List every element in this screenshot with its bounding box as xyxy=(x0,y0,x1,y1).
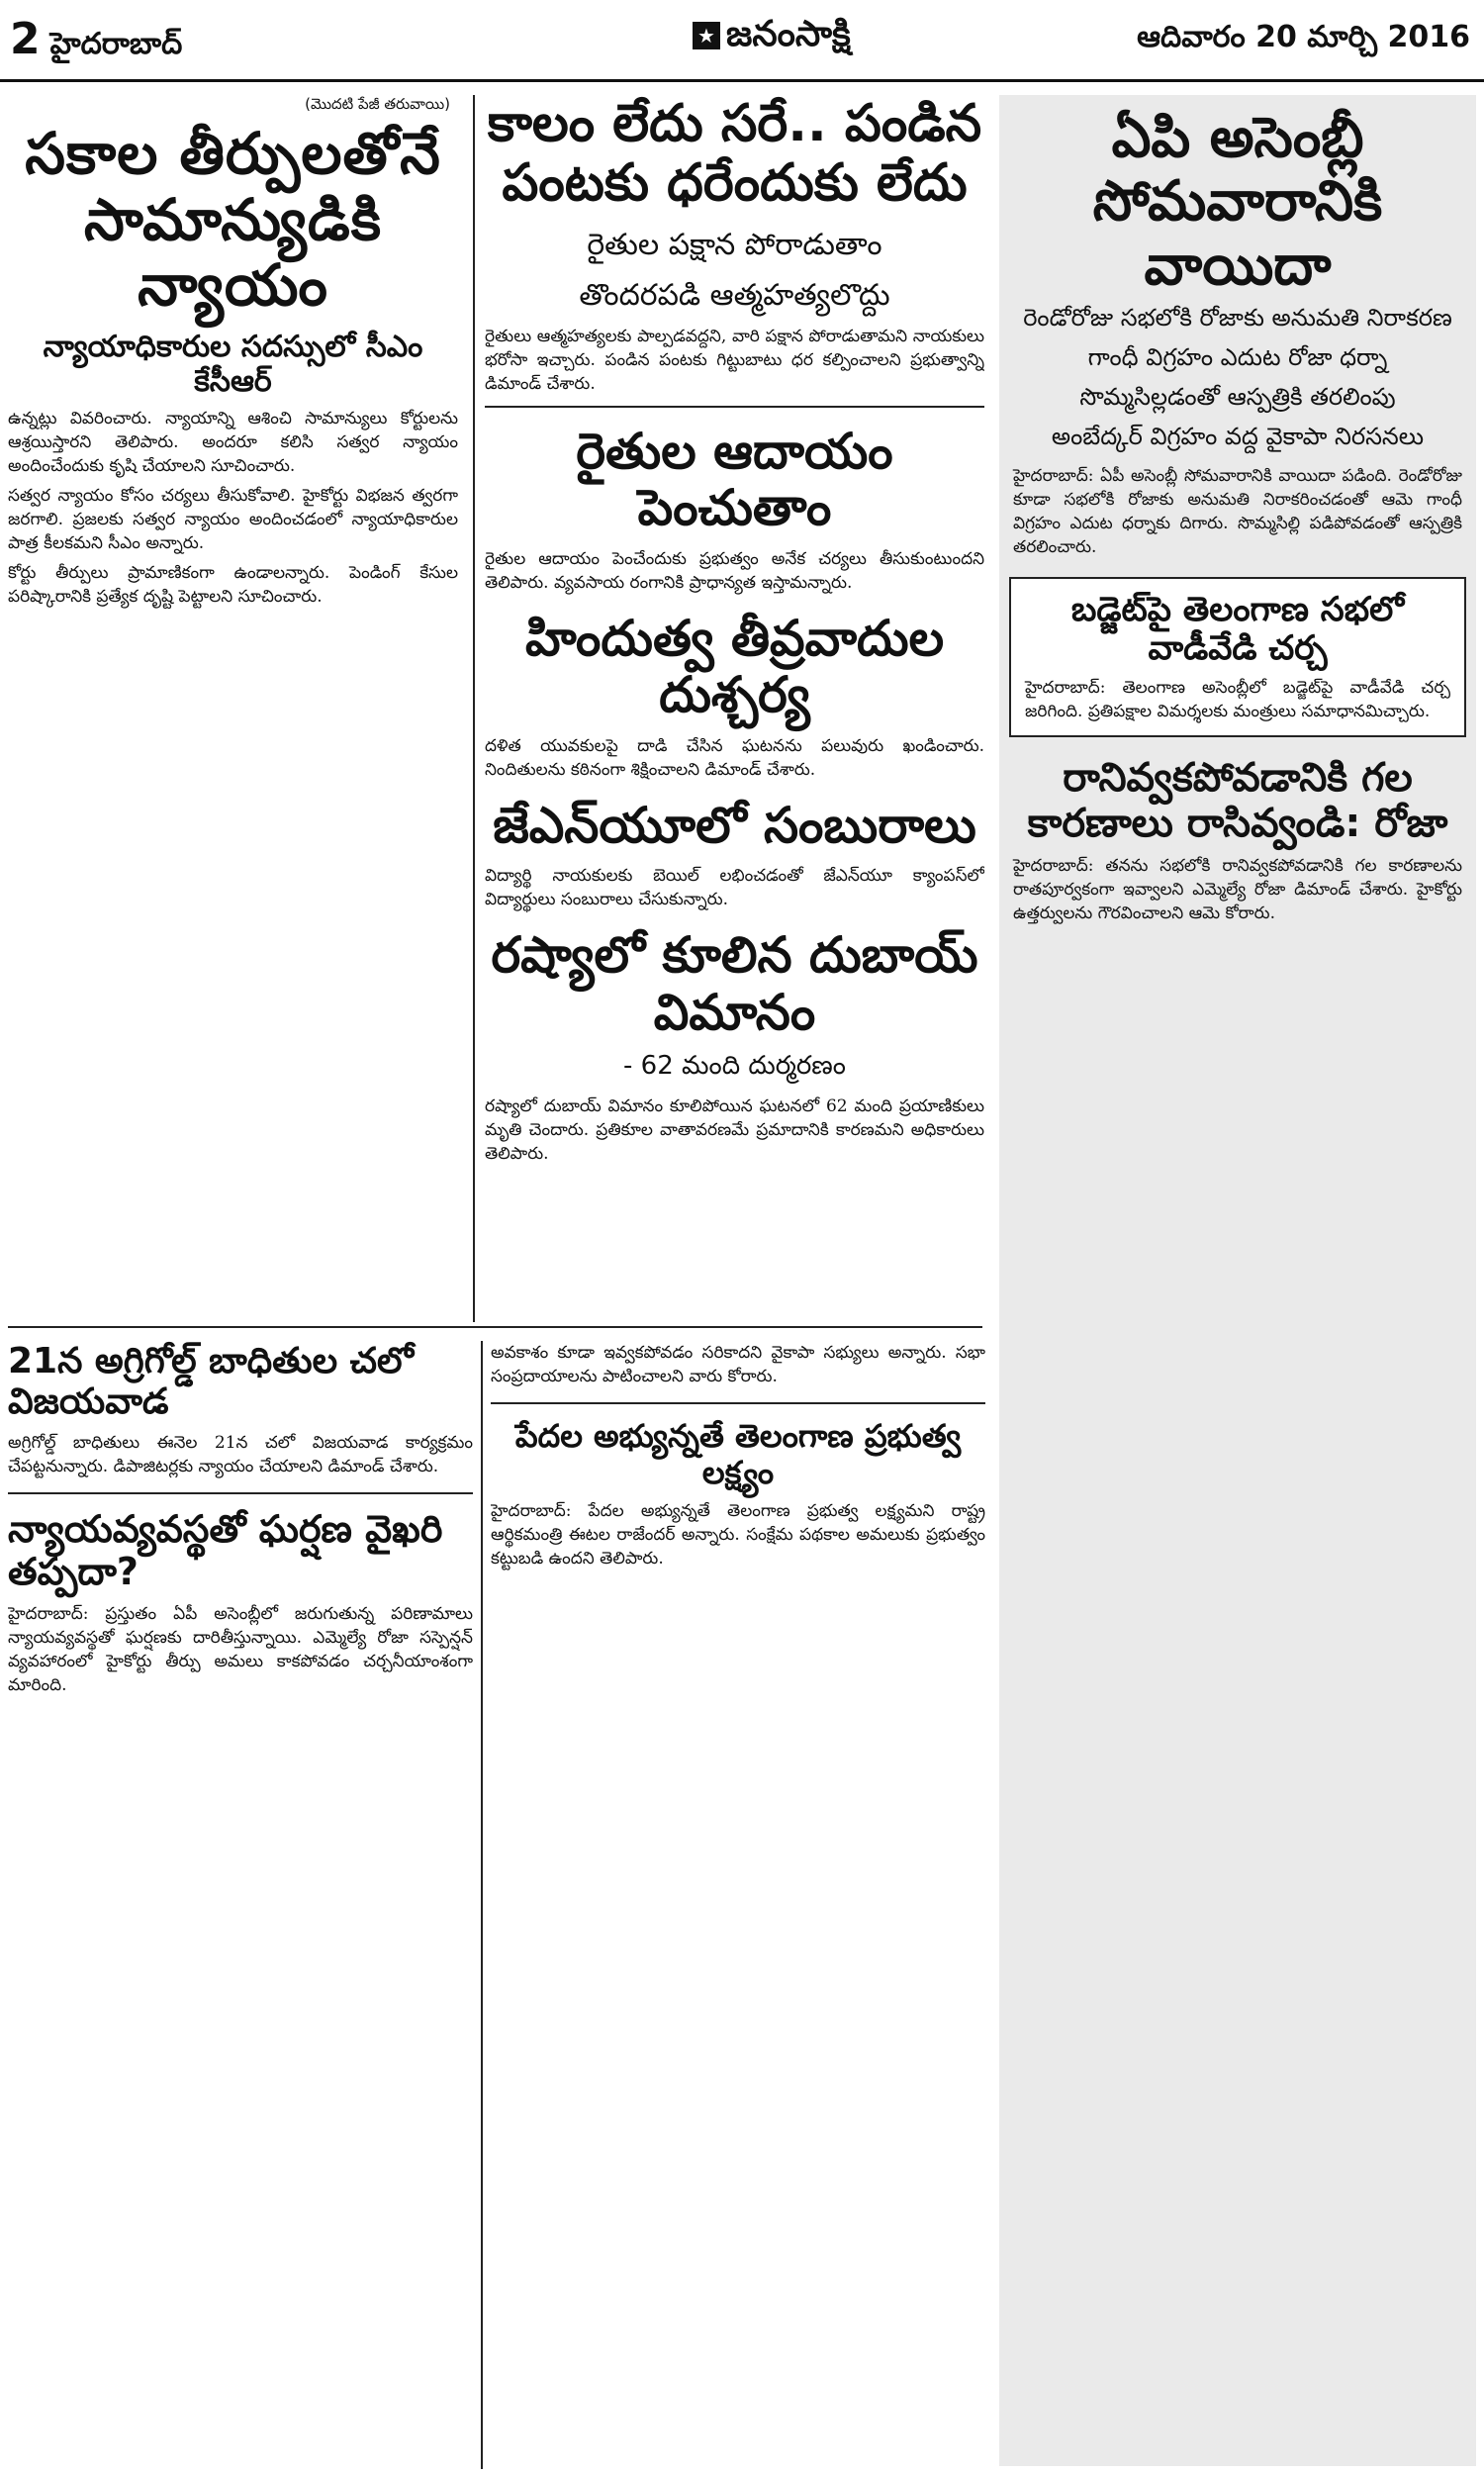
column-divider xyxy=(473,95,475,1322)
story-body: విద్యార్థి నాయకులకు బెయిల్ లభించడంతో జేఎన్‌యూ క్యాంపస్‌లో విద్యార్థులు సంబురాలు చేసుకున్నారు. xyxy=(485,866,984,910)
story-hindutva xyxy=(485,611,984,782)
logo-icon: ★ xyxy=(693,22,720,49)
right-column xyxy=(999,95,1476,2466)
column-divider xyxy=(481,1341,483,2469)
key-points xyxy=(1013,304,1462,456)
story-jnu xyxy=(485,798,984,912)
story-body: దళిత యువకులపై దాడి చేసిన ఘటనను పలువురు ఖండించారు. నిందితులను కఠినంగా శిక్షించాలని డిమాండ్ చేశారు. xyxy=(485,735,984,780)
brand-logo xyxy=(693,14,851,63)
headline-line-1: సకాల తీర్పులతోనే xyxy=(25,120,441,187)
headline-line-2: సోమవారానికి వాయిదా xyxy=(1092,169,1383,298)
headline: బడ్జెట్‌పై తెలంగాణ సభలో వాడీవేడి చర్చ xyxy=(1070,590,1405,669)
divider xyxy=(485,406,984,408)
headline: రైతుల ఆదాయం పెంచుతాం xyxy=(576,422,893,537)
story-ap-assembly xyxy=(999,95,1476,571)
story-body: రష్యాలో దుబాయ్ విమానం కూలిపోయిన ఘటనలో 62 మంది ప్రయాణికులు మృతి చెందారు. ప్రతికూల వాతావరణమే ప్రమాదానికి కారణమని అధికారులు తెలిపారు. xyxy=(485,1096,984,1165)
story-body: రైతులు ఆత్మహత్యలకు పాల్పడవద్దని, వారి పక్షాన పోరాడుతామని నాయకులు భరోసా ఇచ్చారు. పండిన పంటకు గిట్టుబాటు ధర కల్పించాలని ప్రభుత్వాన్ని డిమాండ్ చేశారు. xyxy=(485,326,984,394)
story-body: హైదరాబాద్: తనను సభలోకి రానివ్వకపోవడానికి గల కారణాలను రాతపూర్వకంగా ఇవ్వాలని ఎమ్మెల్యే రోజా డిమాండ్ చేశారు. హైకోర్టు ఉత్తర్వులను గౌరవించాలని ఆమె కోరారు. xyxy=(1013,856,1462,924)
story-body: రైతుల ఆదాయం పెంచేందుకు ప్రభుత్వం అనేక చర్యలు తీసుకుంటుందని తెలిపారు. వ్యవసాయ రంగానికి ప్రాధాన్యత ఇస్తామన్నారు. xyxy=(485,548,984,593)
paragraph: ఉన్నట్లు వివరించారు. న్యాయాన్ని ఆశించి సామాన్యులు కోర్టులను ఆశ్రయిస్తారని తెలిపారు. అందరూ కలిసి సత్వర న్యాయం అందించేందుకు కృషి చేయాలని సూచించారు. xyxy=(8,409,458,477)
headline-line-1: ఏపి అసెంబ్లీ xyxy=(1111,106,1364,170)
story-body xyxy=(8,407,458,609)
edition-city: హైదరాబాద్ xyxy=(49,27,183,61)
paragraph: కోర్టు తీర్పులు ప్రామాణికంగా ఉండాలన్నారు. పెండింగ్ కేసుల పరిష్కారానికి ప్రత్యేక దృష్టి పెట్టాలని సూచించారు. xyxy=(8,563,458,608)
story-body: హైదరాబాద్: ఏపీ అసెంబ్లీ సోమవారానికి వాయిదా పడింది. రెండోరోజు కూడా సభలోకి రోజాకు అనుమతి నిరాకరించడంతో ఆమె గాంధీ విగ్రహం ఎదుట ధర్నాకు దిగారు. సొమ్మసిల్లి పడిపోవడంతో ఆస్పత్రికి తరలించారు. xyxy=(1013,466,1462,558)
story-roja xyxy=(999,743,1476,937)
lower-middle-column xyxy=(491,1341,985,2469)
headline: రష్యాలో కూలిన దుబాయ్ విమానం xyxy=(491,926,978,1041)
headline: న్యాయవ్యవస్థతో ఘర్షణ వైఖరి తప్పదా? xyxy=(8,1506,443,1594)
story-cm-kcr xyxy=(8,95,458,1322)
lower-left-column xyxy=(8,1341,473,2469)
headline: 21న అగ్రిగోల్డ్ బాధితుల చలో విజయవాడ xyxy=(8,1341,415,1423)
divider xyxy=(8,1326,982,1328)
story-kicker: (మొదటి పేజీ తరువాయి) xyxy=(305,95,450,113)
story-agrigold xyxy=(8,1341,473,1478)
masthead xyxy=(0,0,1484,82)
subheadline-1: రైతుల పక్షాన పోరాడుతాం xyxy=(587,227,882,262)
divider xyxy=(491,1402,985,1404)
headline-line-2: పంటకు ధరేందుకు లేదు xyxy=(502,152,968,213)
key-point: రెండోరోజు సభలోకి రోజాకు అనుమతి నిరాకరణ xyxy=(1023,304,1452,333)
story-body: హైదరాబాద్: ప్రస్తుతం ఏపీ అసెంబ్లీలో జరుగుతున్న పరిణామాలు న్యాయవ్యవస్థతో ఘర్షణకు దారితీస్తున్నాయి. ఎమ్మెల్యే రోజా సస్పెన్షన్ వ్యవహారంలో హైకోర్టు తీర్పు అమలు కాకపోవడం చర్చనీయాంశంగా మారింది. xyxy=(8,1604,473,1696)
story-farmer-income xyxy=(485,424,984,595)
middle-column xyxy=(485,95,984,1322)
page-number xyxy=(10,14,182,68)
key-point: గాంధీ విగ్రహం ఎదుట రోజా ధర్నా xyxy=(1087,343,1388,372)
key-point: అంబేద్కర్ విగ్రహం వద్ద వైకాపా నిరసనలు xyxy=(1051,423,1425,451)
headline: జేఎన్‌యూలో సంబురాలు xyxy=(493,796,976,854)
headline: హిందుత్వ తీవ్రవాదుల దుశ్చర్య xyxy=(524,609,945,724)
story-telangana-budget xyxy=(1009,577,1466,737)
story-farmers xyxy=(485,95,984,396)
headline-line-1: కాలం లేదు సరే.. పండిన xyxy=(487,95,982,153)
subheadline-2: తొందరపడి ఆత్మహత్యలొద్దు xyxy=(579,277,890,313)
headline-line-2: సామాన్యుడికి న్యాయం xyxy=(83,185,383,320)
story-dubai-plane xyxy=(485,927,984,1166)
story-telangana-welfare xyxy=(491,1418,985,1570)
story-body: అగ్రిగోల్డ్ బాధితులు ఈనెల 21న చలో విజయవాడ కార్యక్రమం చేపట్టనున్నారు. డిపాజిటర్లకు న్యాయం చేయాలని డిమాండ్ చేశారు. xyxy=(8,1432,473,1476)
headline-line-2: కారణాలు రాసివ్వండి: రోజా xyxy=(1027,801,1448,847)
brand-name: జనంసాక్షి xyxy=(726,14,851,54)
headline: పేదల అభ్యున్నతే తెలంగాణ ప్రభుత్వ లక్ష్యం xyxy=(514,1417,962,1491)
story-body: హైదరాబాద్: తెలంగాణ అసెంబ్లీలో బడ్జెట్‌పై వాడీవేడి చర్చ జరిగింది. ప్రతిపక్షాల విమర్శలకు మంత్రులు సమాధానమిచ్చారు. xyxy=(1025,678,1450,722)
subheadline: న్యాయాధికారుల సదస్సులో సీఎం కేసీఆర్ xyxy=(43,330,423,399)
story-body: అవకాశం కూడా ఇవ్వకపోవడం సరికాదని వైకాపా సభ్యులు అన్నారు. సభా సంప్రదాయాలను పాటించాలని వారు కోరారు. xyxy=(491,1343,985,1386)
subheadline: - 62 మంది దుర్మరణం xyxy=(623,1051,846,1082)
story-judiciary xyxy=(8,1508,473,1697)
issue-date: ఆదివారం 20 మార్చి 2016 xyxy=(1137,20,1470,54)
page-number-text: 2 xyxy=(10,14,41,64)
key-point: సొమ్మసిల్లడంతో ఆస్పత్రికి తరలింపు xyxy=(1079,383,1396,412)
divider xyxy=(8,1492,473,1494)
story-body: హైదరాబాద్: పేదల అభ్యున్నతే తెలంగాణ ప్రభుత్వ లక్ష్యమని రాష్ట్ర ఆర్థికమంత్రి ఈటల రాజేందర్ అన్నారు. సంక్షేమ పథకాల అమలుకు ప్రభుత్వం కట్టుబడి ఉందని తెలిపారు. xyxy=(491,1500,985,1569)
headline-line-1: రానివ్వకపోవడానికి గల xyxy=(1063,755,1413,802)
paragraph: సత్వర న్యాయం కోసం చర్యలు తీసుకోవాలి. హైకోర్టు విభజన త్వరగా జరగాలి. ప్రజలకు సత్వర న్యాయం అందించడంలో న్యాయాధికారుల పాత్ర కీలకమని సీఎం అన్నారు. xyxy=(8,486,458,554)
